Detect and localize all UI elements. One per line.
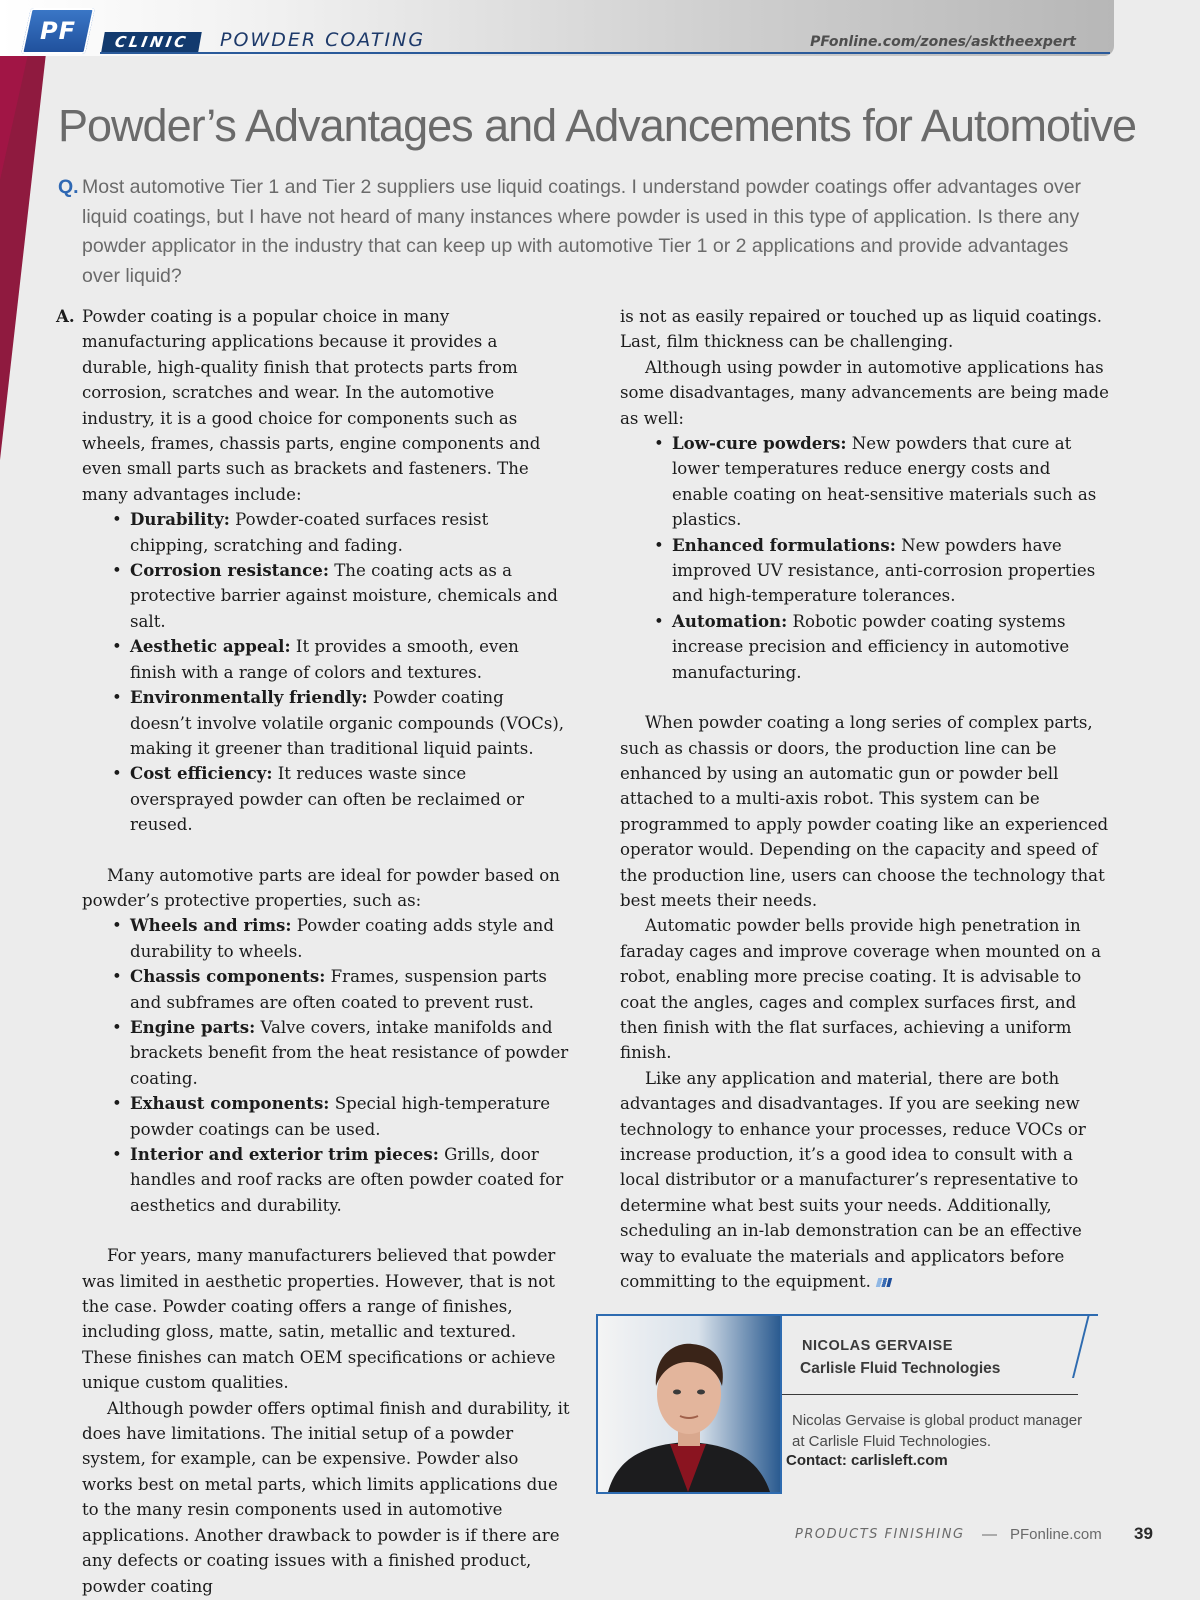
list-item: • Aesthetic appeal: It provides a smooth, even finish with a range of colors and textures. xyxy=(108,634,570,685)
footer-magazine-name: PRODUCTS FINISHING xyxy=(795,1527,965,1542)
end-of-article-icon xyxy=(876,1278,892,1287)
clinic-badge: CLINIC xyxy=(101,32,202,52)
paragraph-limitations: Although powder offers optimal finish and durability, it does have limitations. The initial setup of a powder system, for example, can be expensive. Powder also works best on metal parts, which limits applications due to the many resin components used in automotive applications. Another drawback to powder is if there are any defects or coating issues with a finished product, powder coating xyxy=(82,1398,570,1596)
question-text: Most automotive Tier 1 and Tier 2 suppliers use liquid coatings. I understand powder coatings offer advantages over liquid coatings, but I have not heard of many instances where powder is used in this type of application. Is there any powder applicator in the industry that can keep up with automotive Tier 1 or 2 applications and provide advantages over liquid? xyxy=(82,176,1082,287)
pf-logo-text: PF xyxy=(40,17,76,45)
paragraph-limitations-continued: is not as easily repaired or touched up as liquid coatings. Last, film thickness can be challenging. xyxy=(620,307,1103,352)
list-item: • Environmentally friendly: Powder coating doesn’t involve volatile organic compounds (VOCs), making it greener than traditional liquid paints. xyxy=(108,685,570,761)
answer-block xyxy=(56,304,570,507)
author-company: Carlisle Fluid Technologies xyxy=(800,1360,1001,1377)
list-item: • Interior and exterior trim pieces: Grills, door handles and roof racks are often powder coated for aesthetics and durability. xyxy=(108,1142,570,1218)
header-url-link[interactable]: PFonline.com/zones/asktheexpert xyxy=(810,34,1076,50)
question-block xyxy=(58,173,1108,291)
author-bio: Nicolas Gervaise is global product manager at Carlisle Fluid Technologies. xyxy=(792,1412,1083,1450)
list-item: • Corrosion resistance: The coating acts as a protective barrier against moisture, chemicals and salt. xyxy=(108,558,570,634)
paragraph-finishes: For years, many manufacturers believed that powder was limited in aesthetic properties. However, that is not the case. Powder coating offers a range of finishes, including gloss, matte, satin, metallic and textured. These finishes can match OEM specifications or achieve unique custom qualities. xyxy=(82,1246,556,1393)
spacer xyxy=(620,685,1110,710)
author-photo xyxy=(596,1314,782,1494)
parts-list xyxy=(108,913,570,1218)
page-number: 39 xyxy=(1134,1524,1153,1543)
spacer xyxy=(56,1218,570,1243)
answer-intro: Powder coating is a popular choice in many manufacturing applications because it provides a durable, high-quality finish that protects parts from corrosion, scratches and wear. In the automotive industry, it is a good choice for components such as wheels, frames, chassis parts, engine components and even small parts such as brackets and fasteners. The many advantages include: xyxy=(82,307,541,504)
author-portrait-icon xyxy=(598,1316,780,1492)
list-item: • Chassis components: Frames, suspension parts and subframes are often coated to prevent rust. xyxy=(108,964,570,1015)
list-item: • Cost efficiency: It reduces waste since oversprayed powder can often be reclaimed or reused. xyxy=(108,761,570,837)
author-box xyxy=(596,1314,1104,1492)
list-item: • Exhaust components: Special high-temperature powder coatings can be used. xyxy=(108,1091,570,1142)
pf-logo xyxy=(21,8,95,54)
author-divider xyxy=(782,1394,1078,1395)
list-item: • Automation: Robotic powder coating systems increase precision and efficiency in automotive manufacturing. xyxy=(650,609,1110,685)
advancements-list xyxy=(650,431,1110,685)
list-item: • Low-cure powders: New powders that cure at lower temperatures reduce energy costs and enable coating on heat-sensitive materials such as plastics. xyxy=(650,431,1110,533)
section-name: POWDER COATING xyxy=(220,29,426,51)
body-column-right xyxy=(620,304,1110,1294)
body-column-left xyxy=(56,304,570,1599)
question-mark: Q. xyxy=(58,176,79,198)
paragraph-advancements: Although using powder in automotive applications has some disadvantages, many advancements are being made as well: xyxy=(620,357,1109,428)
list-item: • Enhanced formulations: New powders have improved UV resistance, anti-corrosion properties and high-temperature tolerances. xyxy=(650,533,1110,609)
list-item: • Durability: Powder-coated surfaces resist chipping, scratching and fading. xyxy=(108,507,570,558)
paragraph-conclusion: Like any application and material, there are both advantages and disadvantages. If you are seeking new technology to enhance your processes, reduce VOCs or increase production, it’s a good idea to consult with a local distributor or a manufacturer’s representative to determine what best suits your needs. Additionally, scheduling an in-lab demonstration can be an effective way to evaluate the materials and applicators before committing to the equipment. xyxy=(620,1068,1086,1292)
advantages-list xyxy=(108,507,570,837)
paragraph-bells: Automatic powder bells provide high penetration in faraday cages and improve coverage when mounted on a robot, enabling more precise coating. It is advisable to coat the angles, cages and complex surfaces first, and then finish with the flat surfaces, achieving a uniform finish. xyxy=(620,916,1101,1063)
author-contact-link[interactable]: Contact: carlisleft.com xyxy=(786,1452,948,1469)
list-item: • Wheels and rims: Powder coating adds style and durability to wheels. xyxy=(108,913,570,964)
spacer xyxy=(56,838,570,863)
paragraph-automatic: When powder coating a long series of complex parts, such as chassis or doors, the production line can be enhanced by using an automatic gun or powder bell attached to a multi-axis robot. This system can be programmed to apply powder coating like an experienced operator would. Depending on the capacity and speed of the production line, users can choose the technology that best meets their needs. xyxy=(620,713,1109,910)
article-title: Powder’s Advantages and Advancements for Automotive xyxy=(58,100,1137,151)
author-frame-top xyxy=(778,1314,1098,1316)
author-name: NICOLAS GERVAISE xyxy=(802,1338,953,1354)
author-frame-slant xyxy=(1072,1314,1090,1378)
footer-separator: — xyxy=(982,1526,997,1543)
list-item: • Engine parts: Valve covers, intake manifolds and brackets benefit from the heat resistance of powder coating. xyxy=(108,1015,570,1091)
footer-url-link[interactable]: PFonline.com xyxy=(1010,1526,1102,1543)
parts-intro: Many automotive parts are ideal for powder based on powder’s protective properties, such as: xyxy=(82,865,560,910)
header-rule xyxy=(100,52,1110,54)
answer-mark: A. xyxy=(56,306,75,326)
